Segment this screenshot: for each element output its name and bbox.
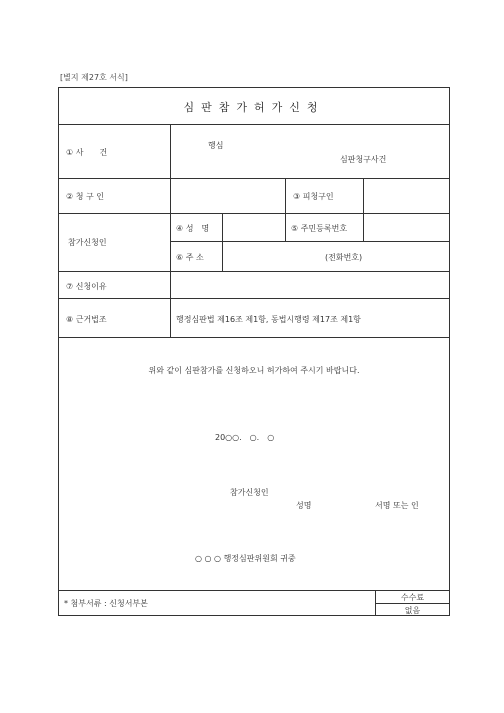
applicant-label: 참가신청인 xyxy=(230,488,269,497)
divider-id-value xyxy=(363,213,364,241)
divider-reason xyxy=(58,298,450,299)
divider-fee xyxy=(375,603,450,604)
respondent-label: ③ 피청구인 xyxy=(293,192,334,201)
divider-label-column xyxy=(170,124,171,337)
divider-basis xyxy=(58,337,450,338)
application-date: 20○○. ○. ○ xyxy=(215,433,275,442)
request-statement: 위와 같이 심판참가를 신청하오니 허가하여 주시기 바랍니다. xyxy=(148,366,360,375)
divider-respondent-value xyxy=(363,178,364,213)
form-number: [별지 제27호 서식] xyxy=(60,73,128,82)
divider-claimant-respondent xyxy=(285,178,286,213)
divider-subfield xyxy=(222,213,223,271)
form-title: 심판참가허가신청 xyxy=(183,101,325,114)
reason-label: ⑦ 신청이유 xyxy=(66,282,107,291)
participant-label: 참가신청인 xyxy=(68,238,107,247)
form-frame xyxy=(58,87,450,616)
case-suffix: 심판청구사건 xyxy=(340,155,387,164)
divider-claimant xyxy=(58,213,450,214)
addressee: ○ ○ ○ 행정심판위원회 귀중 xyxy=(195,554,296,563)
signature-name-label: 성명 xyxy=(296,501,312,510)
divider-case xyxy=(58,178,450,179)
divider-name-row xyxy=(170,241,450,242)
fee-value: 없음 xyxy=(404,606,421,615)
attachment-note: * 첨부서류 : 신청서부본 xyxy=(64,599,148,608)
id-number-label: ⑤ 주민등록번호 xyxy=(291,224,348,233)
fee-label: 수수료 xyxy=(400,593,425,602)
legal-basis-label: ⑧ 근거법조 xyxy=(66,315,107,324)
divider-participant xyxy=(58,271,450,272)
address-label: ⑥ 주 소 xyxy=(176,253,204,262)
case-label: ① 사 건 xyxy=(66,148,108,157)
signature-sign-label: 서명 또는 인 xyxy=(375,501,419,510)
phone-label: (전화번호) xyxy=(325,253,363,262)
divider-title xyxy=(58,124,450,125)
divider-name-id xyxy=(285,213,286,241)
claimant-label: ② 청 구 인 xyxy=(66,192,104,201)
name-label: ④ 성 명 xyxy=(176,224,210,233)
legal-basis-value: 행정심판법 제16조 제1항, 동법시행령 제17조 제1항 xyxy=(176,315,361,324)
divider-body xyxy=(58,590,450,591)
case-type: 행심 xyxy=(208,141,224,150)
